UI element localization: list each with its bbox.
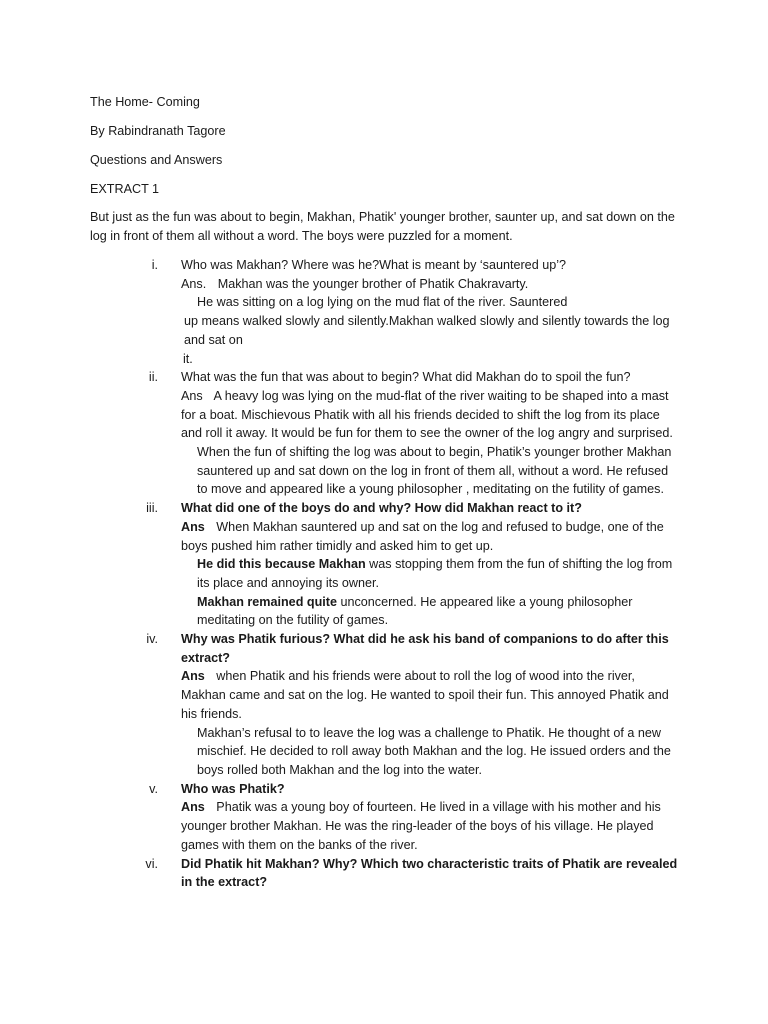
question-number: vi.	[145, 856, 158, 871]
question-number: iii.	[146, 501, 158, 516]
section-subtitle: Questions and Answers	[90, 153, 223, 167]
answer-text: Phatik was a young boy of fourteen. He lived in a village with his mother and his younger brother Makhan. He was the ring-leader of the boys of his village. He played games with them on the banks of the river.	[181, 800, 661, 852]
answer-paragraph	[181, 518, 681, 555]
question-item	[0, 256, 768, 368]
question-text: Did Phatik hit Makhan? Why? Which two characteristic traits of Phatik are revealed in the extract?	[181, 856, 678, 890]
answer-line	[181, 275, 681, 294]
question-item	[0, 499, 768, 630]
answer-emphasis: He did this because Makhan	[197, 557, 366, 572]
question-body	[181, 368, 681, 499]
question-number: i.	[151, 258, 158, 272]
question-text: What was the fun that was about to begin? What did Makhan do to spoil the fun?	[181, 370, 631, 385]
answer-paragraph	[181, 798, 681, 854]
question-number: iv.	[146, 632, 158, 647]
answer-text: When Makhan sauntered up and sat on the log and refused to budge, one of the boys pushed him rather timidly and asked him to get up.	[181, 519, 664, 553]
answer-text: unconcerned. He appeared like a young philosopher meditating on the futility of games.	[197, 594, 633, 628]
document-title: The Home- Coming	[90, 95, 200, 109]
answer-paragraph: When the fun of shifting the log was about to begin, Phatik’s younger brother Makhan sauntered up and sat down on the log in front of them all, without a word. He refused to move and appeared like a young philosopher , meditating on the futility of games.	[197, 445, 672, 497]
answer-emphasis: Makhan remained quite	[197, 594, 337, 609]
answer-text: was stopping them from the fun of shifting the log from its place and annoying its owner.	[197, 557, 673, 590]
question-item	[0, 780, 768, 855]
answer-paragraph	[181, 387, 681, 443]
answer-text: Makhan was the younger brother of Phatik Chakravarty.	[217, 276, 529, 291]
question-text: Who was Phatik?	[181, 781, 285, 796]
answer-text: it.	[183, 351, 193, 366]
answer-text: up means walked slowly and silently.Makhan walked slowly and silently towards the log and sat on	[184, 314, 670, 347]
answer-text: He was sitting on a log lying on the mud flat of the river. Sauntered	[197, 295, 568, 310]
question-item	[0, 630, 768, 780]
extract-heading: EXTRACT 1	[90, 182, 160, 196]
answer-paragraph	[181, 667, 681, 723]
answer-label: Ans	[181, 669, 205, 684]
answer-paragraph	[181, 593, 681, 630]
question-body	[181, 256, 681, 368]
question-text: Who was Makhan? Where was he?What is meant by ‘sauntered up’?	[181, 258, 567, 272]
author-line: By Rabindranath Tagore	[90, 124, 226, 138]
question-item	[0, 368, 768, 499]
extract-paragraph: But just as the fun was about to begin, Makhan, Phatik' younger brother, saunter up, and sat down on the log in front of them all without a word. The boys were puzzled for a moment.	[90, 210, 675, 243]
question-text: What did one of the boys do and why? How did Makhan react to it?	[181, 501, 582, 516]
question-body	[181, 855, 681, 892]
answer-text: when Phatik and his friends were about to roll the log of wood into the river, Makhan came and sat on the log. He wanted to spoil their fun. This annoyed Phatik and his friends.	[181, 669, 669, 721]
question-body	[181, 499, 681, 630]
question-body	[181, 630, 681, 780]
answer-paragraph: Makhan’s refusal to to leave the log was a challenge to Phatik. He thought of a new mischief. He decided to roll away both Makhan and the log. He issued orders and the boys rolled both Makhan and the log into the water.	[197, 725, 671, 777]
question-body	[181, 780, 681, 855]
question-number: ii.	[148, 370, 158, 385]
question-number: v.	[149, 781, 158, 796]
answer-text: A heavy log was lying on the mud-flat of the river waiting to be shaped into a mast for a boat. Mischievous Phatik with all his friends decided to shift the log from its place and roll it away. It would be fun for them to see the owner of the log angry and surprised.	[181, 388, 673, 441]
answer-paragraph	[181, 555, 681, 592]
answer-label: Ans	[181, 388, 203, 403]
answer-label: Ans	[181, 800, 205, 815]
answer-label: Ans.	[181, 276, 207, 291]
answer-label: Ans	[181, 519, 205, 534]
question-text: Why was Phatik furious? What did he ask his band of companions to do after this extract?	[181, 632, 669, 665]
question-list	[0, 256, 768, 892]
question-item	[0, 855, 768, 892]
